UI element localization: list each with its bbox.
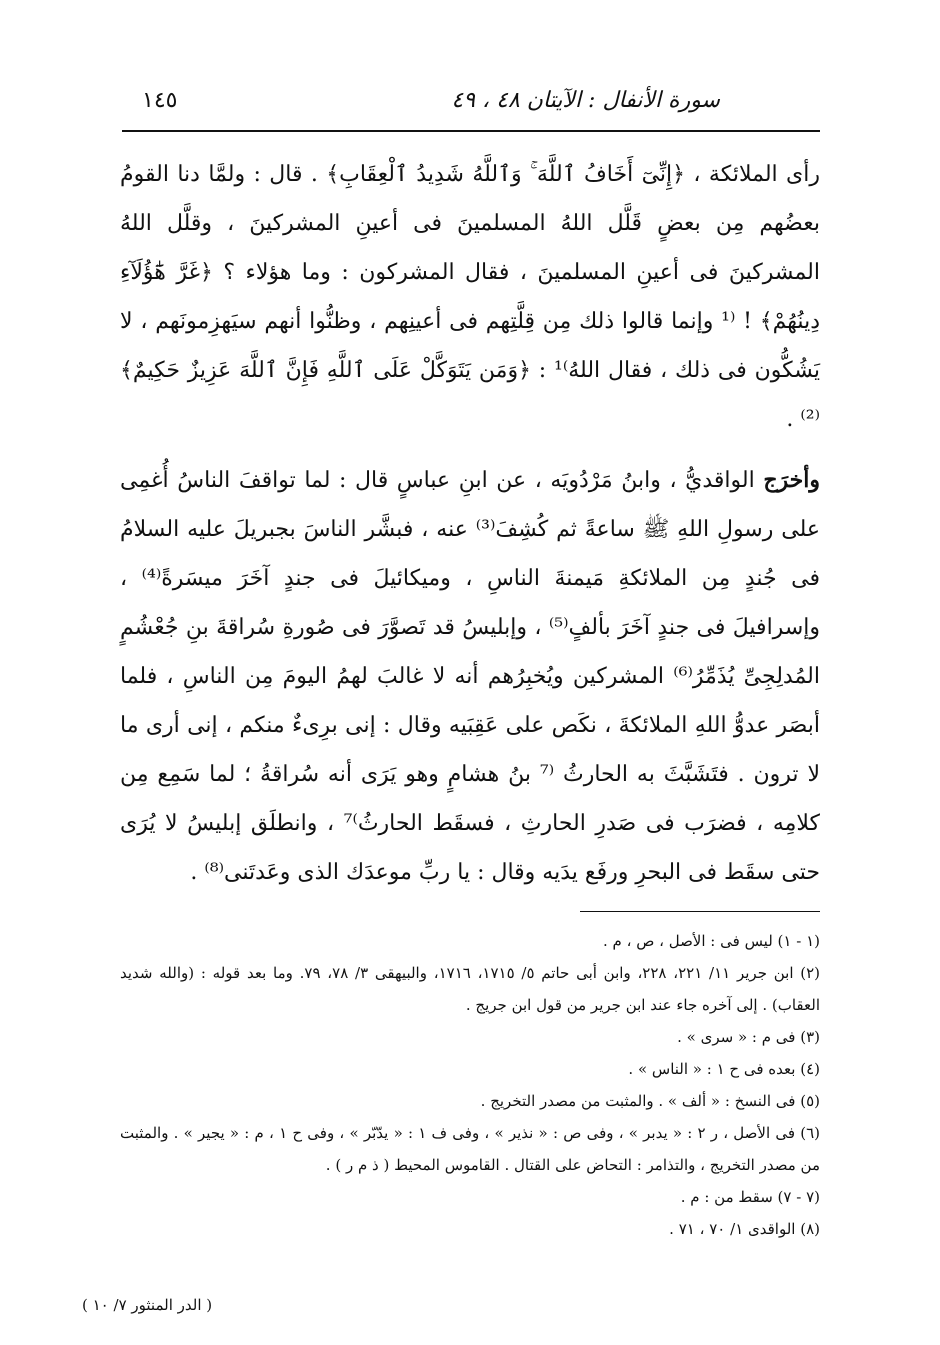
paragraph: رأى الملائكة ، ﴿إِنِّىٓ أَخَافُ ٱللَّهَ ۚ وَٱللَّهُ شَدِيدُ ٱلْعِقَابِ﴾ . قال : ولمَّا دنا القومُ بعضُهم مِن بعضٍ قَلَّل اللهُ المسلمينَ فى أعينِ المشركينَ ، وقلَّل اللهُ المشركينَ فى أعينِ المسلمينَ ، فقال المشركون : وما هؤلاء ؟ ﴿غَرَّ هَٰٓؤُلَآءِ دِينُهُمْ﴾ ! ⁽¹ وإنما قالوا ذلك مِن قِلَّتِهم فى أعينِهم ، وظنُّوا أنهم سيَهزِمونَهم ، لا يَشُكُّون فى ذلك ، فقال اللهُ⁾¹ : ﴿وَمَن يَتَوَكَّلْ عَلَى ٱللَّهِ فَإِنَّ ٱللَّهَ عَزِيزٌ حَكِيمٌ﴾⁽²⁾ . <box>120 162 820 432</box>
source-reference: ( الدر المنثور ٧/ ١٠ ) <box>82 1296 213 1314</box>
footnote: (٨) الواقدى ١/ ٧٠ ، ٧١ . <box>669 1220 820 1238</box>
paragraph <box>120 456 820 897</box>
footnote: (٥) فى النسخ : « ألف » . والمثبت من مصدر التخريج . <box>480 1092 820 1110</box>
paragraph-lead-word: وأخرَج <box>763 467 820 493</box>
footnote: (٤) بعده فى ح ١ : « الناس » . <box>628 1060 820 1078</box>
footnote: (٦) فى الأصل ، ر ٢ : « يدبر » ، وفى ص : « نذير » ، وفى ف ١ : « يدّبّر » ، وفى ح ١ ، م : « يجير » . والمثبت من مصدر التخريج ، والتذامر : التحاض على القتال . القاموس المحيط ( ذ م ر ) . <box>120 1124 820 1174</box>
footnotes <box>120 925 820 1245</box>
running-title: سورة الأنفال : الآيتان ٤٨ ، ٤٩ <box>451 88 720 113</box>
header-rule <box>122 130 820 132</box>
main-text <box>120 150 820 897</box>
footnote: (٧ - ٧) سقط من : م . <box>680 1188 820 1206</box>
footnote: (١ - ١) ليس فى : الأصل ، ص ، م . <box>603 932 820 950</box>
footnote-separator <box>580 911 820 912</box>
footnote: (٢) ابن جرير ١١/ ٢٢١، ٢٢٨، وابن أبى حاتم ٥/ ١٧١٥، ١٧١٦، والبيهقى ٣/ ٧٨، ٧٩. وما بعد قوله : (والله شديد العقاب) . إلى آخره جاء عند ابن جرير من قول ابن جريج . <box>120 964 821 1014</box>
page-header <box>120 84 820 124</box>
footnote: (٣) فى م : « سرى » . <box>677 1028 820 1046</box>
paragraph-text: الواقديُّ ، وابنُ مَرْدُويَه ، عن ابنِ عباسٍ قال : لما تواقفَ الناسُ أُغمِى على رسولِ اللهِ ﷺ ساعةً ثم كُشِفَ⁽³⁾ عنه ، فبشَّر الناسَ بجبريلَ عليه السلامُ فى جُندٍ مِن الملائكةِ مَيمنةَ الناسِ ، وميكائيلَ فى جندٍ آخَرَ ميسَرةً⁽⁴⁾ ، وإسرافيلَ فى جندٍ آخَرَ بألفٍ⁽⁵⁾ ، وإبليسُ قد تَصوَّرَ فى صُورةِ سُراقةَ بنِ جُعْشُمٍ المُدلِجِىِّ يُذَمِّرُ⁽⁶⁾ المشركين ويُخبِرُهم أنه لا غالبَ لهمُ اليومَ مِن الناسِ ، فلما أبصَر عدوُّ اللهِ الملائكةَ ، نكَص على عَقِبَيه وقال : إنى برِىءٌ منكم ، إنى أرى ما لا ترون . فتَشَبَّثَ به الحارثُ ⁽⁷ بنُ هشامٍ وهو يَرَى أنه سُراقةُ ؛ لما سَمِع مِن كلامِه ، فضرَب فى صَدرِ الحارثِ ، فسقَط الحارثُ⁾⁷ ، وانطلَق إبليسُ لا يُرَى حتى سقَط فى البحرِ ورفَع يدَيه وقال : يا ربِّ موعدَك الذى وعَدتَنى⁽⁸⁾ . <box>120 468 820 885</box>
page-number: ١٤٥ <box>142 88 178 113</box>
